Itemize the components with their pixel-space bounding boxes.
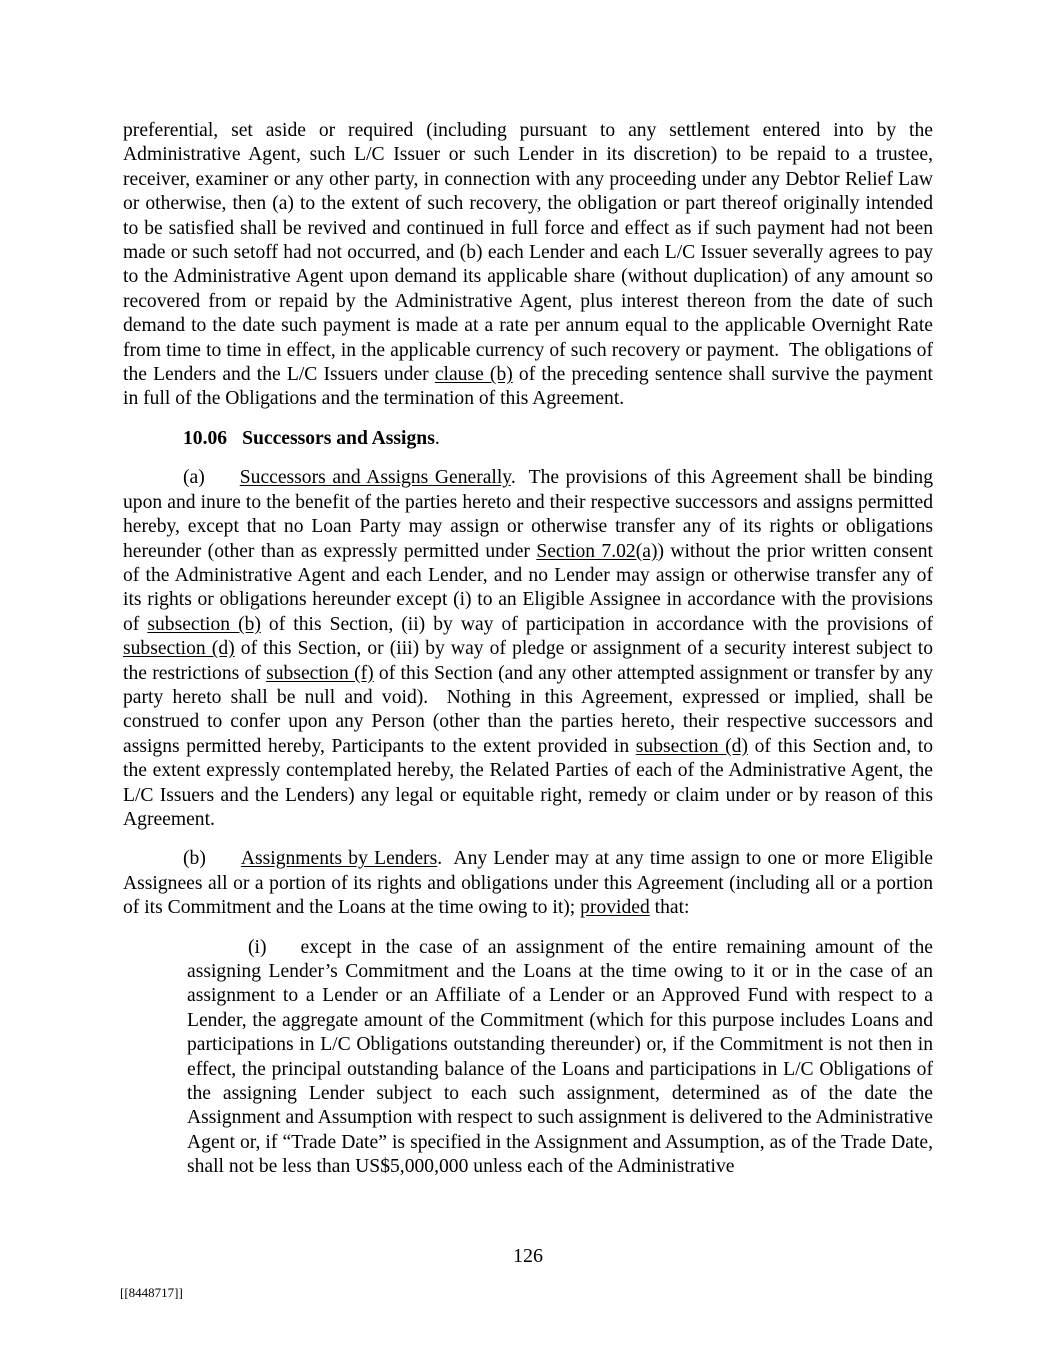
text-run: (i): [248, 936, 267, 958]
paragraph-b-assignments-by-lenders: [123, 847, 933, 920]
cross-reference: clause (b): [434, 364, 513, 386]
text-run: except in the case of an assignment of the entire remaining amount of the assigning Lender’s Commitment and the Loans at the time owing to it or in the case of an assignment to a Lender or an Affiliate of a Lender or an Approved Fund with respect to a Lender, the aggregate amount of the Commitment (which for this purpose includes Loans and participations in L/C Obligations outstanding thereunder) or, if the Commitment is not then in effect, the principal outstanding balance of the Loans and participations in L/C Obligations of the assigning Lender subject to each such assignment, determined as of the date the Assignment and Assumption with respect to such assignment is delivered to the Administrative Agent or, if “Trade Date” is specified in the Assignment and Assumption, as of the Trade Date, shall not be less than US$5,000,000 unless each of the Administrative: [187, 936, 933, 1178]
text-run: (b): [183, 848, 206, 870]
section-heading-10-06: [123, 427, 933, 451]
text-run: (a): [183, 467, 205, 489]
text-run: that:: [649, 897, 690, 919]
document-id-stamp: [[8448717]]: [120, 1285, 183, 1300]
text-run: Successors and Assigns: [242, 427, 435, 449]
paragraph-continuation: [123, 119, 933, 412]
text-run: . The provisions of this Agreement shall be binding upon and inure to the benefit of the parties hereto and their respective successors and assigns permitted hereby, except that no Loan Party may assign or otherwise transfer any of its rights or obligations hereunder (other than as expressly permitted under: [123, 467, 933, 562]
paragraph-a-successors-generally: [123, 466, 933, 832]
text-run: of this Section and, to the extent expressly contemplated hereby, the Related Parties of each of the Administrative Agent, the L/C Issuers and the Lenders) any legal or equitable right, remedy or claim under or by reason of this Agreement.: [123, 735, 933, 830]
text-run: of this Section, or (iii) by way of pledge or assignment of a security interest subject to the restrictions of: [123, 638, 933, 684]
cross-reference: subsection (d): [635, 735, 748, 757]
text-run: 10.06: [183, 427, 228, 449]
text-run: . Any Lender may at any time assign to one or more Eligible Assignees all or a portion of its rights and obligations under this Agreement (including all or a portion of its Commitment and the Loans at the time owing to it);: [123, 848, 933, 919]
text-run: .: [434, 427, 440, 449]
cross-reference: provided: [580, 897, 650, 919]
text-run: preferential, set aside or required (including pursuant to any settlement entered into by the Administrative Agent, such L/C Issuer or such Lender in its discretion) to be repaid to a trustee, receiver, examiner or any other party, in connection with any proceeding under any Debtor Relief Law or otherwise, then (a) to the extent of such recovery, the obligation or part thereof originally intended to be satisfied shall be revived and continued in full force and effect as if such payment had not been made or such setoff had not occurred, and (b) each Lender and each L/C Issuer severally agrees to pay to the Administrative Agent upon demand its applicable share (without duplication) of any amount so recovered from or repaid by the Administrative Agent, plus interest thereon from the date of such demand to the date such payment is made at a rate per annum equal to the applicable Overnight Rate from time to time in effect, in the applicable currency of such recovery or payment. The obligations of the Lenders and the L/C Issuers under: [123, 120, 933, 386]
cross-reference: subsection (b): [147, 613, 261, 635]
page-number: 126: [513, 1245, 543, 1267]
text-run: ) without the prior written consent of the Administrative Agent and each Lender, and no Lender may assign or otherwise transfer any of its rights or obligations hereunder except (i) to an Eligible Assignee in accordance with the provisions of: [123, 540, 933, 635]
text-run: of the preceding sentence shall survive the payment in full of the Obligations and the termination of this Agreement.: [123, 364, 933, 410]
text-run: of this Section, (ii) by way of participation in accordance with the provisions of: [260, 613, 933, 635]
document-body: [123, 119, 933, 1195]
paragraph-b-i-minimum-amounts: [187, 936, 933, 1180]
cross-reference: Section 7.02(a): [536, 540, 658, 562]
cross-reference: subsection (f): [266, 662, 374, 684]
cross-reference: Assignments by Lenders: [240, 848, 438, 870]
cross-reference: subsection (d): [123, 638, 235, 660]
cross-reference: Successors and Assigns Generally: [239, 467, 511, 489]
text-run: of this Section (and any other attempted assignment or transfer by any party hereto shall be null and void). Nothing in this Agreement, expressed or implied, shall be construed to confer upon any Person (other than the parties hereto, their respective successors and assigns permitted hereby, Participants to the extent provided in: [123, 662, 933, 757]
